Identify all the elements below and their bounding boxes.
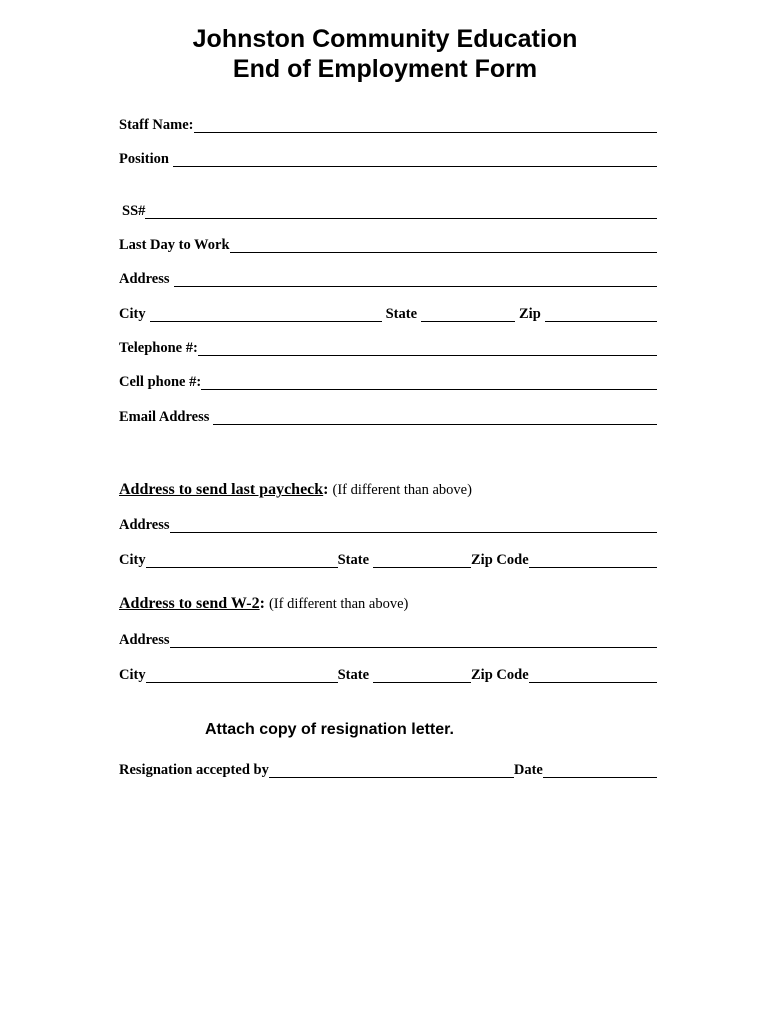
telephone-row [119, 337, 657, 357]
attach-resignation-note: Attach copy of resignation letter. [205, 721, 454, 738]
address-label: Address [119, 271, 170, 287]
accepted-by-label: Resignation accepted by [119, 762, 269, 778]
position-field[interactable] [173, 166, 657, 167]
ssn-field[interactable] [145, 218, 657, 219]
date-label: Date [513, 762, 543, 778]
email-field[interactable] [213, 424, 657, 425]
w2-address-row [119, 629, 657, 649]
w2-city-field[interactable] [146, 682, 338, 683]
paycheck-heading-text: Address to send last paycheck [119, 481, 324, 498]
last-day-field[interactable] [230, 252, 657, 253]
state-field[interactable] [421, 321, 515, 322]
staff-name-row [119, 114, 657, 134]
paycheck-note: (If different than above) [332, 482, 472, 498]
form-title-line-2: End of Employment Form [232, 55, 538, 83]
email-label: Email Address [119, 409, 210, 425]
w2-city-label: City [119, 667, 146, 683]
form-title-line-1: Johnston Community Education [192, 25, 578, 53]
last-day-label: Last Day to Work [119, 237, 230, 253]
paycheck-city-field[interactable] [146, 567, 338, 568]
position-row [119, 148, 657, 168]
w2-note: (If different than above) [268, 596, 409, 612]
zip-field[interactable] [545, 321, 657, 322]
paycheck-address-field[interactable] [170, 532, 658, 533]
city-field[interactable] [150, 321, 382, 322]
city-state-zip-row [119, 303, 657, 323]
paycheck-address-row [119, 514, 657, 534]
cell-phone-row [119, 371, 657, 391]
ssn-row [122, 200, 657, 220]
paycheck-zip-label: Zip Code [471, 552, 529, 568]
resignation-accepted-row [119, 759, 657, 779]
w2-heading-colon: : [259, 595, 265, 612]
w2-section-heading [119, 595, 408, 613]
w2-city-row [119, 664, 657, 684]
telephone-label: Telephone #: [119, 340, 198, 356]
state-label: State [385, 306, 418, 322]
city-label: City [119, 306, 146, 322]
ssn-label: SS# [122, 203, 146, 219]
w2-zip-label: Zip Code [471, 667, 529, 683]
accepted-by-field[interactable] [269, 777, 514, 778]
email-row [119, 406, 657, 426]
paycheck-city-row [119, 549, 657, 569]
w2-address-field[interactable] [170, 647, 658, 648]
zip-label: Zip [519, 306, 541, 322]
paycheck-state-label: State [337, 552, 370, 568]
w2-heading-text: Address to send W-2 [119, 595, 260, 612]
staff-name-label: Staff Name: [119, 117, 194, 133]
w2-state-field[interactable] [373, 682, 471, 683]
address-field[interactable] [174, 286, 658, 287]
w2-address-label: Address [119, 632, 170, 648]
paycheck-state-field[interactable] [373, 567, 471, 568]
cell-phone-field[interactable] [201, 389, 657, 390]
telephone-field[interactable] [198, 355, 657, 356]
w2-state-label: State [337, 667, 370, 683]
w2-zip-field[interactable] [529, 682, 657, 683]
date-field[interactable] [543, 777, 657, 778]
cell-phone-label: Cell phone #: [119, 374, 202, 390]
paycheck-city-label: City [119, 552, 146, 568]
paycheck-heading-colon: : [323, 481, 329, 498]
paycheck-address-label: Address [119, 517, 170, 533]
last-day-row [119, 234, 657, 254]
paycheck-section-heading [119, 481, 472, 499]
position-label: Position [119, 151, 169, 167]
staff-name-field[interactable] [194, 132, 658, 133]
address-row [119, 268, 657, 288]
paycheck-zip-field[interactable] [529, 567, 657, 568]
